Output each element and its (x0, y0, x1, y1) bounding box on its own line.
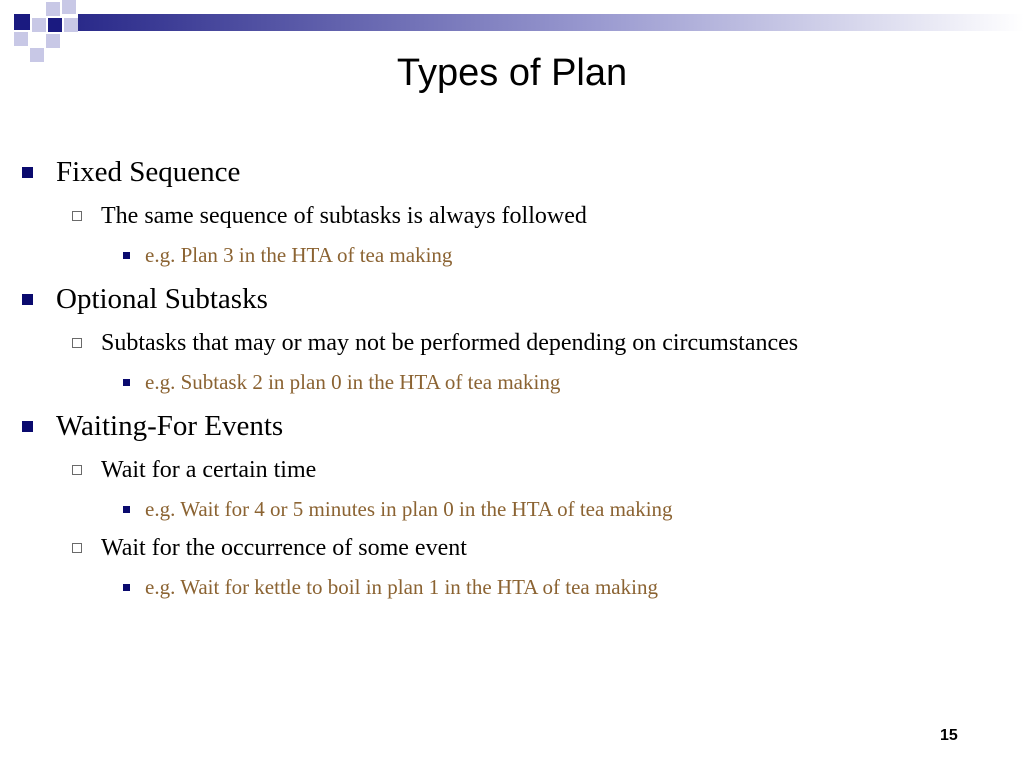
header-square (62, 0, 76, 14)
header-gradient-bar (78, 14, 1024, 31)
sub-bullet: Subtasks that may or may not be performed depending on circumstances (101, 330, 799, 356)
hollow-square-bullet-icon (72, 338, 82, 348)
header-square (14, 32, 28, 46)
square-bullet-icon (22, 421, 33, 432)
bullet-optional-subtasks: Optional Subtasks (56, 283, 268, 315)
header-square (46, 34, 60, 48)
slide-title: Types of Plan (396, 52, 628, 94)
small-square-bullet-icon (123, 379, 130, 386)
example-text: e.g. Wait for 4 or 5 minutes in plan 0 in the HTA of tea making (145, 497, 673, 521)
sub-bullet: Wait for a certain time (101, 457, 317, 483)
sub-bullet: The same sequence of subtasks is always followed (101, 203, 587, 229)
example-text: e.g. Wait for kettle to boil in plan 1 in the HTA of tea making (145, 575, 658, 599)
bullet-waiting-for-events: Waiting-For Events (56, 410, 284, 442)
sub-bullet: Wait for the occurrence of some event (101, 535, 467, 561)
example-text: e.g. Subtask 2 in plan 0 in the HTA of tea making (145, 370, 561, 394)
small-square-bullet-icon (123, 252, 130, 259)
page-number: 15 (940, 727, 958, 744)
square-bullet-icon (22, 167, 33, 178)
header-square (32, 18, 46, 32)
header-square (14, 14, 30, 30)
example-text: e.g. Plan 3 in the HTA of tea making (145, 243, 453, 267)
header-square (64, 18, 78, 32)
bullet-fixed-sequence: Fixed Sequence (56, 156, 241, 188)
hollow-square-bullet-icon (72, 465, 82, 475)
hollow-square-bullet-icon (72, 543, 82, 553)
square-bullet-icon (22, 294, 33, 305)
small-square-bullet-icon (123, 506, 130, 513)
header-square (48, 18, 62, 32)
small-square-bullet-icon (123, 584, 130, 591)
hollow-square-bullet-icon (72, 211, 82, 221)
header-square (46, 2, 60, 16)
